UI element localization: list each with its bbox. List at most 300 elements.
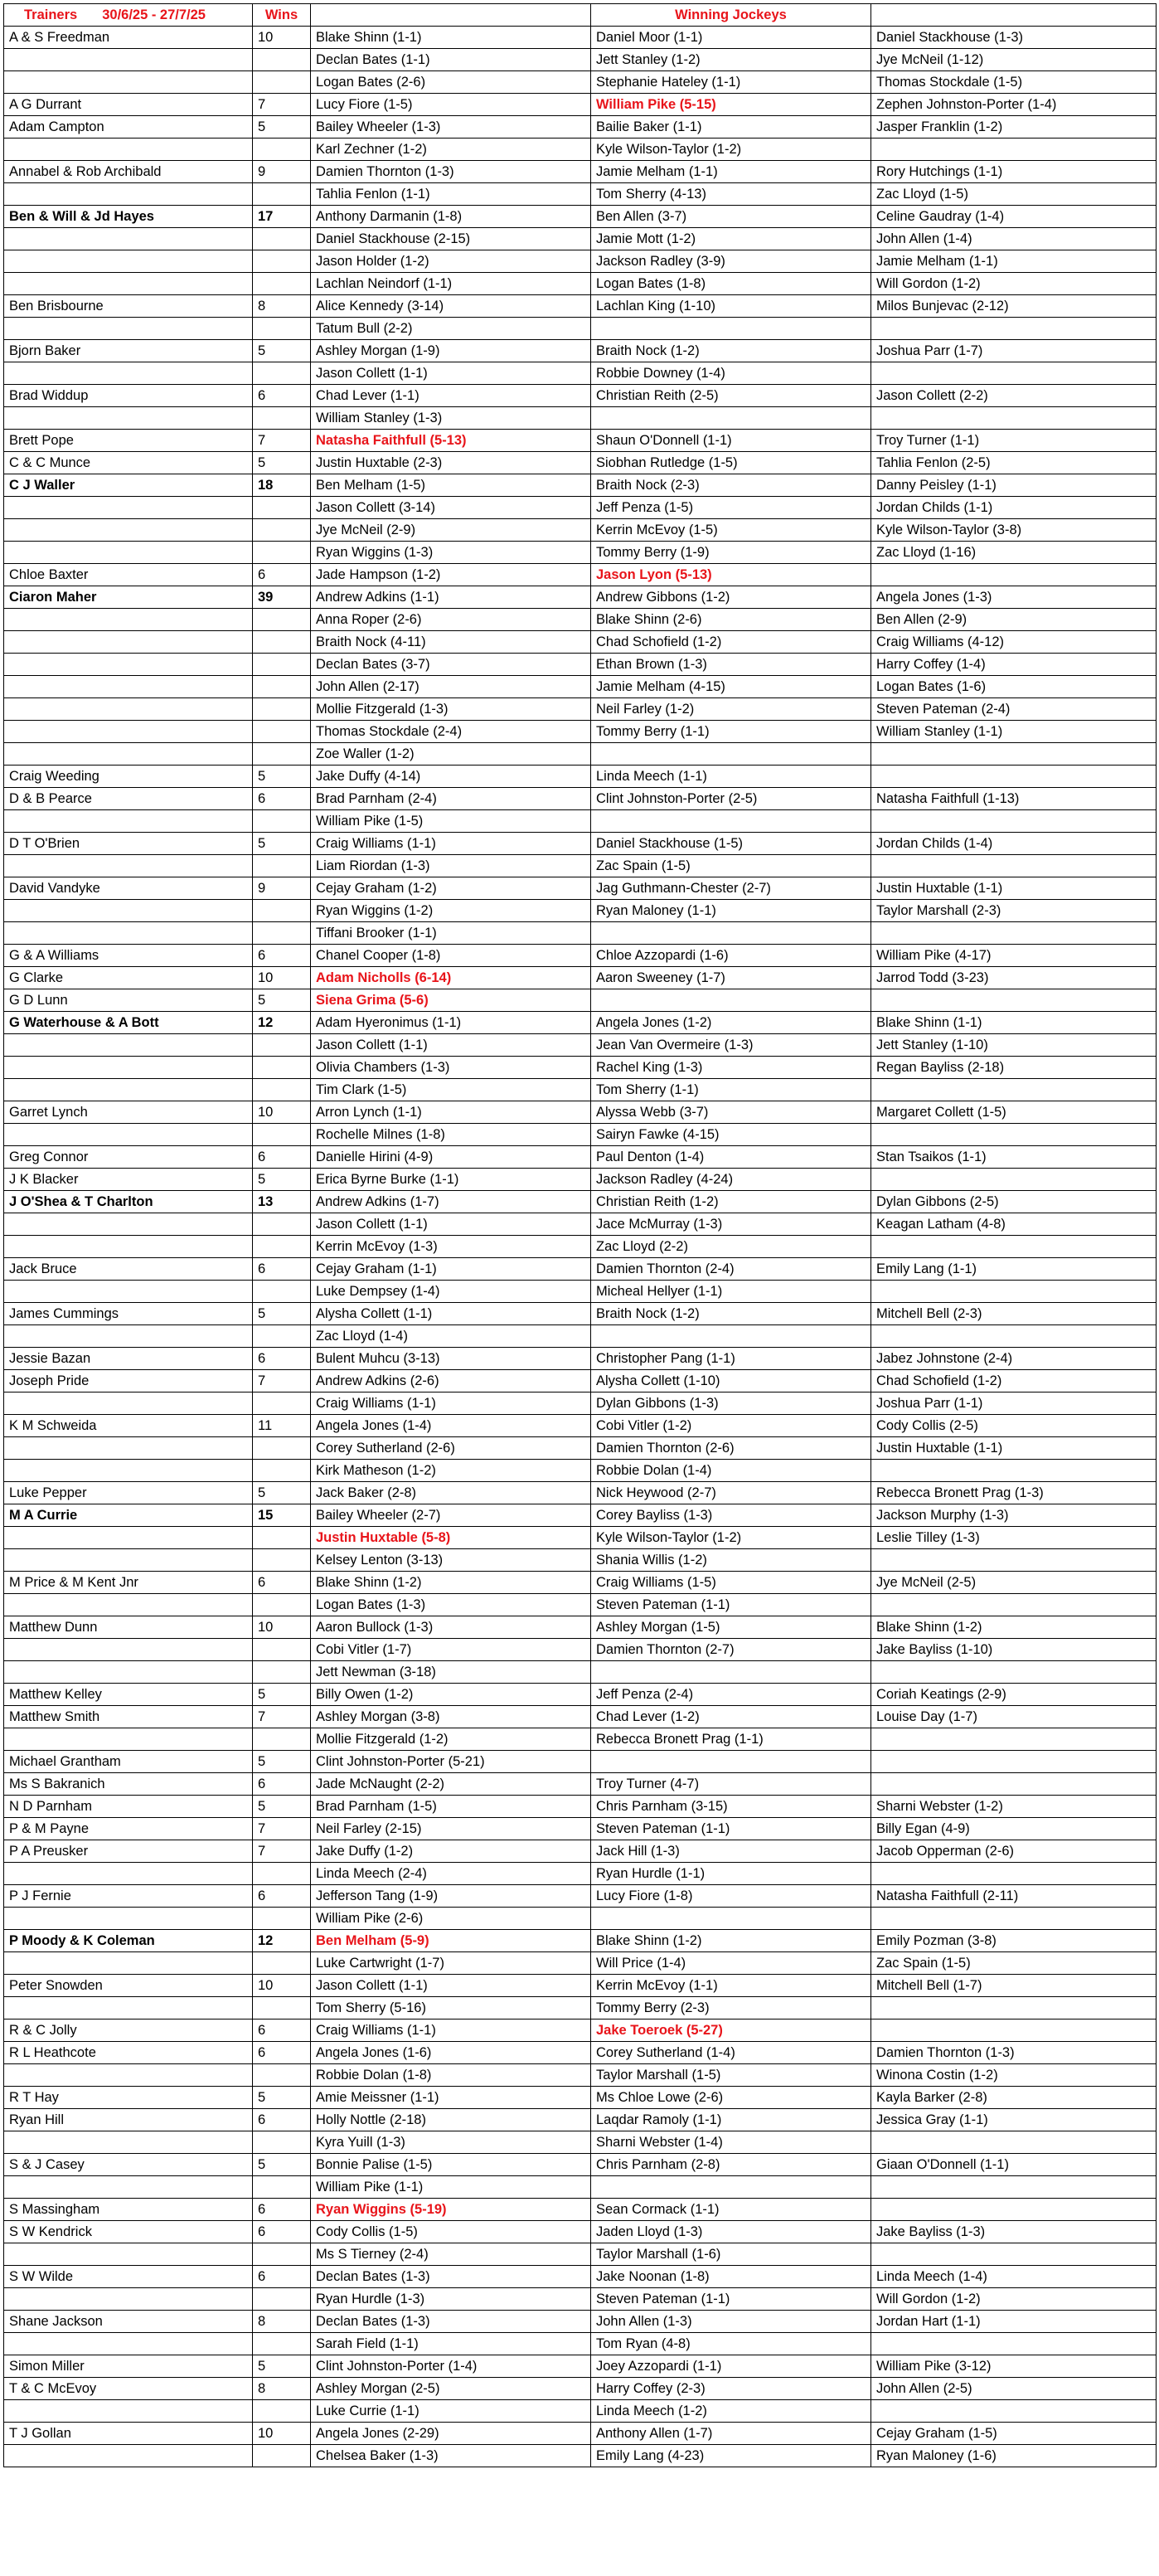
trainer-cell: P Moody & K Coleman bbox=[4, 1930, 253, 1952]
table-row bbox=[4, 1616, 1157, 1639]
jockey-cell-2: John Allen (1-3) bbox=[591, 2311, 871, 2333]
table-row bbox=[4, 2154, 1157, 2176]
jockey-cell-3: Kyle Wilson-Taylor (3-8) bbox=[871, 519, 1157, 542]
table-row bbox=[4, 1348, 1157, 1370]
jockey-cell-1: Angela Jones (1-4) bbox=[311, 1415, 591, 1437]
jockey-cell-2: Daniel Moor (1-1) bbox=[591, 27, 871, 49]
jockey-cell-3 bbox=[871, 2199, 1157, 2221]
trainer-cell: Simon Miller bbox=[4, 2355, 253, 2378]
jockey-cell-1: Kyra Yuill (1-3) bbox=[311, 2131, 591, 2154]
jockey-cell-2: Chad Lever (1-2) bbox=[591, 1706, 871, 1728]
jockey-cell-1: Zoe Waller (1-2) bbox=[311, 743, 591, 766]
jockey-cell-3: Rebecca Bronett Prag (1-3) bbox=[871, 1482, 1157, 1504]
wins-cell: 12 bbox=[253, 1012, 311, 1034]
jockey-cell-1: Cejay Graham (1-1) bbox=[311, 1258, 591, 1281]
table-row bbox=[4, 206, 1157, 228]
wins-cell: 5 bbox=[253, 1303, 311, 1325]
jockey-cell-1: Natasha Faithfull (5-13) bbox=[311, 430, 591, 452]
trainer-cell: G D Lunn bbox=[4, 989, 253, 1012]
trainer-cell bbox=[4, 1460, 253, 1482]
trainer-cell bbox=[4, 407, 253, 430]
wins-cell: 6 bbox=[253, 2042, 311, 2064]
jockey-cell-1: Liam Riordan (1-3) bbox=[311, 855, 591, 877]
trainer-cell: G Clarke bbox=[4, 967, 253, 989]
jockey-cell-2: Linda Meech (1-2) bbox=[591, 2400, 871, 2423]
jockey-cell-3: Winona Costin (1-2) bbox=[871, 2064, 1157, 2087]
wins-cell: 9 bbox=[253, 161, 311, 183]
jockey-cell-2 bbox=[591, 1751, 871, 1773]
jockey-cell-2: Jack Hill (1-3) bbox=[591, 1840, 871, 1863]
table-row bbox=[4, 833, 1157, 855]
table-row bbox=[4, 900, 1157, 922]
table-row bbox=[4, 2445, 1157, 2467]
jockey-cell-2: Robbie Downey (1-4) bbox=[591, 362, 871, 385]
jockey-cell-2 bbox=[591, 407, 871, 430]
trainer-cell: M A Currie bbox=[4, 1504, 253, 1527]
table-row bbox=[4, 1437, 1157, 1460]
wins-cell bbox=[253, 542, 311, 564]
jockey-cell-2: Craig Williams (1-5) bbox=[591, 1572, 871, 1594]
wins-cell bbox=[253, 2288, 311, 2311]
table-row bbox=[4, 1594, 1157, 1616]
jockey-cell-2: Steven Pateman (1-1) bbox=[591, 1818, 871, 1840]
jockeys-header-spacer bbox=[311, 4, 591, 27]
jockey-cell-3: Jye McNeil (2-5) bbox=[871, 1572, 1157, 1594]
jockey-cell-2: Ms Chloe Lowe (2-6) bbox=[591, 2087, 871, 2109]
wins-cell: 6 bbox=[253, 564, 311, 586]
table-row bbox=[4, 1169, 1157, 1191]
table-row bbox=[4, 2423, 1157, 2445]
trainer-cell: N D Parnham bbox=[4, 1796, 253, 1818]
trainer-cell bbox=[4, 1079, 253, 1101]
trainer-cell bbox=[4, 1594, 253, 1616]
wins-cell: 13 bbox=[253, 1191, 311, 1213]
trainer-cell: C J Waller bbox=[4, 474, 253, 497]
jockey-cell-3: Jake Bayliss (1-10) bbox=[871, 1639, 1157, 1661]
table-row bbox=[4, 1527, 1157, 1549]
trainer-cell bbox=[4, 1034, 253, 1057]
jockey-cell-3: Jason Collett (2-2) bbox=[871, 385, 1157, 407]
trainer-cell: Ms S Bakranich bbox=[4, 1773, 253, 1796]
trainer-cell bbox=[4, 1236, 253, 1258]
table-row bbox=[4, 1728, 1157, 1751]
jockey-cell-3: Zac Lloyd (1-16) bbox=[871, 542, 1157, 564]
jockey-cell-1: Cody Collis (1-5) bbox=[311, 2221, 591, 2243]
jockey-cell-3: Stan Tsaikos (1-1) bbox=[871, 1146, 1157, 1169]
jockey-cell-2: Laqdar Ramoly (1-1) bbox=[591, 2109, 871, 2131]
jockey-cell-3: Damien Thornton (1-3) bbox=[871, 2042, 1157, 2064]
wins-cell: 6 bbox=[253, 2199, 311, 2221]
jockey-cell-3: Ryan Maloney (1-6) bbox=[871, 2445, 1157, 2467]
trainer-cell bbox=[4, 1213, 253, 1236]
jockey-cell-1: Brad Parnham (1-5) bbox=[311, 1796, 591, 1818]
wins-header: Wins bbox=[253, 4, 311, 27]
jockey-cell-1: Tahlia Fenlon (1-1) bbox=[311, 183, 591, 206]
jockey-cell-2: Aaron Sweeney (1-7) bbox=[591, 967, 871, 989]
jockey-cell-2 bbox=[591, 2176, 871, 2199]
wins-cell: 6 bbox=[253, 2221, 311, 2243]
jockey-cell-3 bbox=[871, 1169, 1157, 1191]
table-row bbox=[4, 1325, 1157, 1348]
trainer-cell bbox=[4, 519, 253, 542]
jockey-cell-3 bbox=[871, 1997, 1157, 2019]
wins-cell bbox=[253, 2131, 311, 2154]
table-row bbox=[4, 1796, 1157, 1818]
jockey-cell-2 bbox=[591, 922, 871, 945]
jockey-cell-1: William Pike (1-5) bbox=[311, 810, 591, 833]
wins-cell bbox=[253, 609, 311, 631]
trainer-cell bbox=[4, 2445, 253, 2467]
wins-cell: 7 bbox=[253, 430, 311, 452]
trainer-cell bbox=[4, 542, 253, 564]
wins-cell: 11 bbox=[253, 1415, 311, 1437]
wins-cell: 5 bbox=[253, 766, 311, 788]
table-row bbox=[4, 1639, 1157, 1661]
jockey-cell-3: William Pike (4-17) bbox=[871, 945, 1157, 967]
table-row bbox=[4, 407, 1157, 430]
jockey-cell-1: Ashley Morgan (1-9) bbox=[311, 340, 591, 362]
jockey-cell-3: Emily Pozman (3-8) bbox=[871, 1930, 1157, 1952]
jockey-cell-1: Declan Bates (1-3) bbox=[311, 2311, 591, 2333]
jockey-cell-3: Taylor Marshall (2-3) bbox=[871, 900, 1157, 922]
wins-cell bbox=[253, 1661, 311, 1684]
wins-cell: 5 bbox=[253, 452, 311, 474]
jockey-cell-1: Kelsey Lenton (3-13) bbox=[311, 1549, 591, 1572]
table-row bbox=[4, 542, 1157, 564]
wins-cell: 5 bbox=[253, 1482, 311, 1504]
jockey-cell-2: Braith Nock (1-2) bbox=[591, 1303, 871, 1325]
wins-cell: 6 bbox=[253, 1348, 311, 1370]
wins-cell: 9 bbox=[253, 877, 311, 900]
table-row bbox=[4, 2400, 1157, 2423]
jockey-cell-1: Olivia Chambers (1-3) bbox=[311, 1057, 591, 1079]
jockey-cell-3: Kayla Barker (2-8) bbox=[871, 2087, 1157, 2109]
jockey-cell-1: Ryan Wiggins (1-3) bbox=[311, 542, 591, 564]
jockey-cell-2: Jamie Mott (1-2) bbox=[591, 228, 871, 250]
jockey-cell-3 bbox=[871, 855, 1157, 877]
jockey-cell-1: Ashley Morgan (2-5) bbox=[311, 2378, 591, 2400]
trainer-cell bbox=[4, 1281, 253, 1303]
table-row bbox=[4, 1415, 1157, 1437]
table-row bbox=[4, 2019, 1157, 2042]
jockey-cell-3: Tahlia Fenlon (2-5) bbox=[871, 452, 1157, 474]
jockey-cell-2: Jamie Melham (1-1) bbox=[591, 161, 871, 183]
trainer-cell: A G Durrant bbox=[4, 94, 253, 116]
trainer-cell bbox=[4, 2131, 253, 2154]
trainer-cell: R L Heathcote bbox=[4, 2042, 253, 2064]
jockey-cell-2: Christopher Pang (1-1) bbox=[591, 1348, 871, 1370]
table-row bbox=[4, 1975, 1157, 1997]
jockey-cell-3 bbox=[871, 1549, 1157, 1572]
wins-cell bbox=[253, 2243, 311, 2266]
wins-cell bbox=[253, 1863, 311, 1885]
jockey-cell-3 bbox=[871, 139, 1157, 161]
jockey-cell-2: Tommy Berry (1-1) bbox=[591, 721, 871, 743]
table-row bbox=[4, 228, 1157, 250]
jockey-cell-3 bbox=[871, 1728, 1157, 1751]
wins-cell: 6 bbox=[253, 945, 311, 967]
wins-cell: 12 bbox=[253, 1930, 311, 1952]
jockey-cell-2: Lucy Fiore (1-8) bbox=[591, 1885, 871, 1908]
wins-cell: 5 bbox=[253, 2087, 311, 2109]
trainer-cell: Ciaron Maher bbox=[4, 586, 253, 609]
trainer-cell bbox=[4, 497, 253, 519]
trainer-cell bbox=[4, 1908, 253, 1930]
jockey-cell-1: Jack Baker (2-8) bbox=[311, 1482, 591, 1504]
table-row bbox=[4, 967, 1157, 989]
jockey-cell-2: Andrew Gibbons (1-2) bbox=[591, 586, 871, 609]
table-row bbox=[4, 743, 1157, 766]
trainer-cell bbox=[4, 810, 253, 833]
jockey-cell-2: Tom Sherry (4-13) bbox=[591, 183, 871, 206]
table-row bbox=[4, 609, 1157, 631]
jockey-cell-1: Luke Currie (1-1) bbox=[311, 2400, 591, 2423]
jockey-cell-2: Jag Guthmann-Chester (2-7) bbox=[591, 877, 871, 900]
jockey-cell-1: Chad Lever (1-1) bbox=[311, 385, 591, 407]
wins-cell bbox=[253, 139, 311, 161]
jockey-cell-3: Joshua Parr (1-7) bbox=[871, 340, 1157, 362]
jockey-cell-1: Adam Nicholls (6-14) bbox=[311, 967, 591, 989]
jockey-cell-1: John Allen (2-17) bbox=[311, 676, 591, 698]
wins-cell bbox=[253, 273, 311, 295]
jockey-cell-1: Andrew Adkins (2-6) bbox=[311, 1370, 591, 1392]
jockey-cell-3: Linda Meech (1-4) bbox=[871, 2266, 1157, 2288]
jockey-cell-3: Jackson Murphy (1-3) bbox=[871, 1504, 1157, 1527]
table-row bbox=[4, 1079, 1157, 1101]
jockey-cell-1: Linda Meech (2-4) bbox=[311, 1863, 591, 1885]
wins-cell bbox=[253, 2064, 311, 2087]
jockey-cell-1: Chanel Cooper (1-8) bbox=[311, 945, 591, 967]
jockey-cell-1: Kerrin McEvoy (1-3) bbox=[311, 1236, 591, 1258]
trainer-cell: P A Preusker bbox=[4, 1840, 253, 1863]
table-row bbox=[4, 183, 1157, 206]
trainer-cell bbox=[4, 698, 253, 721]
jockey-cell-3: Daniel Stackhouse (1-3) bbox=[871, 27, 1157, 49]
jockey-cell-2: Kerrin McEvoy (1-5) bbox=[591, 519, 871, 542]
jockey-cell-3 bbox=[871, 1236, 1157, 1258]
jockey-cell-3: Jordan Childs (1-4) bbox=[871, 833, 1157, 855]
jockey-cell-3 bbox=[871, 1661, 1157, 1684]
wins-cell bbox=[253, 1236, 311, 1258]
jockey-cell-3: John Allen (1-4) bbox=[871, 228, 1157, 250]
trainer-cell bbox=[4, 743, 253, 766]
jockey-cell-2: Ben Allen (3-7) bbox=[591, 206, 871, 228]
jockey-cell-2: Jean Van Overmeire (1-3) bbox=[591, 1034, 871, 1057]
jockey-cell-1: Neil Farley (2-15) bbox=[311, 1818, 591, 1840]
jockey-cell-3: Giaan O'Donnell (1-1) bbox=[871, 2154, 1157, 2176]
jockey-cell-3: Will Gordon (1-2) bbox=[871, 2288, 1157, 2311]
wins-cell: 6 bbox=[253, 1885, 311, 1908]
jockey-cell-2: Jackson Radley (3-9) bbox=[591, 250, 871, 273]
jockey-cell-2: Will Price (1-4) bbox=[591, 1952, 871, 1975]
table-row bbox=[4, 318, 1157, 340]
wins-cell bbox=[253, 1079, 311, 1101]
wins-cell: 6 bbox=[253, 2266, 311, 2288]
wins-cell: 6 bbox=[253, 788, 311, 810]
jockey-cell-3: Chad Schofield (1-2) bbox=[871, 1370, 1157, 1392]
table-row bbox=[4, 1684, 1157, 1706]
jockey-cell-2: Micheal Hellyer (1-1) bbox=[591, 1281, 871, 1303]
table-row bbox=[4, 1303, 1157, 1325]
jockey-cell-2: Jamie Melham (4-15) bbox=[591, 676, 871, 698]
jockey-cell-3: Jordan Hart (1-1) bbox=[871, 2311, 1157, 2333]
jockey-cell-3 bbox=[871, 407, 1157, 430]
jockey-cell-3 bbox=[871, 1908, 1157, 1930]
jockey-cell-2: Tommy Berry (1-9) bbox=[591, 542, 871, 564]
table-row bbox=[4, 877, 1157, 900]
jockey-cell-3: Zac Spain (1-5) bbox=[871, 1952, 1157, 1975]
trainer-cell bbox=[4, 1527, 253, 1549]
jockey-cell-3 bbox=[871, 2019, 1157, 2042]
trainer-cell: M Price & M Kent Jnr bbox=[4, 1572, 253, 1594]
jockey-cell-1: Tiffani Brooker (1-1) bbox=[311, 922, 591, 945]
table-row bbox=[4, 766, 1157, 788]
trainer-cell bbox=[4, 1437, 253, 1460]
trainer-cell: David Vandyke bbox=[4, 877, 253, 900]
trainer-cell bbox=[4, 250, 253, 273]
jockey-cell-2: Joey Azzopardi (1-1) bbox=[591, 2355, 871, 2378]
table-row bbox=[4, 1818, 1157, 1840]
jockey-cell-3: Jabez Johnstone (2-4) bbox=[871, 1348, 1157, 1370]
table-row bbox=[4, 810, 1157, 833]
table-row bbox=[4, 27, 1157, 49]
jockey-cell-1: Angela Jones (2-29) bbox=[311, 2423, 591, 2445]
jockey-cell-2 bbox=[591, 1908, 871, 1930]
wins-cell: 5 bbox=[253, 833, 311, 855]
table-row bbox=[4, 855, 1157, 877]
jockey-cell-3: Mitchell Bell (1-7) bbox=[871, 1975, 1157, 1997]
trainer-cell: T J Gollan bbox=[4, 2423, 253, 2445]
jockey-cell-3: Logan Bates (1-6) bbox=[871, 676, 1157, 698]
jockey-cell-2: Jace McMurray (1-3) bbox=[591, 1213, 871, 1236]
wins-cell bbox=[253, 49, 311, 71]
trainer-cell: G & A Williams bbox=[4, 945, 253, 967]
trainer-cell bbox=[4, 273, 253, 295]
table-row bbox=[4, 1952, 1157, 1975]
table-row bbox=[4, 2064, 1157, 2087]
jockeys-header-spacer-2 bbox=[871, 4, 1157, 27]
wins-cell: 7 bbox=[253, 1840, 311, 1863]
jockey-cell-1: Anthony Darmanin (1-8) bbox=[311, 206, 591, 228]
jockey-cell-2 bbox=[591, 318, 871, 340]
wins-cell bbox=[253, 810, 311, 833]
table-row bbox=[4, 1146, 1157, 1169]
trainer-cell: Ben Brisbourne bbox=[4, 295, 253, 318]
jockey-cell-3: William Stanley (1-1) bbox=[871, 721, 1157, 743]
wins-cell: 7 bbox=[253, 1370, 311, 1392]
table-row bbox=[4, 1751, 1157, 1773]
wins-cell: 5 bbox=[253, 116, 311, 139]
jockey-cell-2: Alyssa Webb (3-7) bbox=[591, 1101, 871, 1124]
jockey-cell-3 bbox=[871, 1751, 1157, 1773]
table-row bbox=[4, 139, 1157, 161]
jockey-cell-1: Karl Zechner (1-2) bbox=[311, 139, 591, 161]
jockey-cell-1: Billy Owen (1-2) bbox=[311, 1684, 591, 1706]
trainer-cell: Peter Snowden bbox=[4, 1975, 253, 1997]
jockey-cell-1: Ryan Wiggins (1-2) bbox=[311, 900, 591, 922]
table-row bbox=[4, 2109, 1157, 2131]
table-row bbox=[4, 2221, 1157, 2243]
wins-cell bbox=[253, 519, 311, 542]
table-row bbox=[4, 2199, 1157, 2221]
table-row bbox=[4, 2131, 1157, 2154]
table-row bbox=[4, 922, 1157, 945]
trainer-cell: Garret Lynch bbox=[4, 1101, 253, 1124]
jockey-cell-1: Danielle Hirini (4-9) bbox=[311, 1146, 591, 1169]
jockey-cell-1: Andrew Adkins (1-7) bbox=[311, 1191, 591, 1213]
jockey-cell-2: Kyle Wilson-Taylor (1-2) bbox=[591, 1527, 871, 1549]
jockey-cell-3: Jye McNeil (1-12) bbox=[871, 49, 1157, 71]
jockey-cell-1: Cobi Vitler (1-7) bbox=[311, 1639, 591, 1661]
jockey-cell-1: Alysha Collett (1-1) bbox=[311, 1303, 591, 1325]
trainer-cell bbox=[4, 609, 253, 631]
table-row bbox=[4, 2266, 1157, 2288]
wins-cell: 5 bbox=[253, 989, 311, 1012]
wins-cell: 6 bbox=[253, 1146, 311, 1169]
jockey-cell-2: Blake Shinn (1-2) bbox=[591, 1930, 871, 1952]
wins-cell bbox=[253, 71, 311, 94]
table-row bbox=[4, 1863, 1157, 1885]
wins-cell bbox=[253, 1057, 311, 1079]
trainer-cell bbox=[4, 2288, 253, 2311]
wins-cell bbox=[253, 1325, 311, 1348]
jockey-cell-1: Ashley Morgan (3-8) bbox=[311, 1706, 591, 1728]
jockey-cell-3: Jessica Gray (1-1) bbox=[871, 2109, 1157, 2131]
jockey-cell-1: Logan Bates (2-6) bbox=[311, 71, 591, 94]
jockey-cell-1: Cejay Graham (1-2) bbox=[311, 877, 591, 900]
table-row bbox=[4, 586, 1157, 609]
jockey-cell-1: Declan Bates (3-7) bbox=[311, 654, 591, 676]
table-row bbox=[4, 2355, 1157, 2378]
trainer-cell bbox=[4, 1661, 253, 1684]
trainer-cell bbox=[4, 1997, 253, 2019]
jockey-cell-1: Arron Lynch (1-1) bbox=[311, 1101, 591, 1124]
jockey-cell-3: Natasha Faithfull (2-11) bbox=[871, 1885, 1157, 1908]
wins-cell: 6 bbox=[253, 2109, 311, 2131]
wins-cell bbox=[253, 1527, 311, 1549]
jockey-cell-3: Thomas Stockdale (1-5) bbox=[871, 71, 1157, 94]
jockey-cell-2: Sharni Webster (1-4) bbox=[591, 2131, 871, 2154]
table-row bbox=[4, 430, 1157, 452]
jockey-cell-3: Jake Bayliss (1-3) bbox=[871, 2221, 1157, 2243]
jockey-cell-2: Siobhan Rutledge (1-5) bbox=[591, 452, 871, 474]
wins-cell bbox=[253, 1124, 311, 1146]
wins-cell bbox=[253, 676, 311, 698]
trainer-cell: Craig Weeding bbox=[4, 766, 253, 788]
jockey-cell-2: Anthony Allen (1-7) bbox=[591, 2423, 871, 2445]
trainer-cell bbox=[4, 2400, 253, 2423]
jockey-cell-3: Harry Coffey (1-4) bbox=[871, 654, 1157, 676]
jockey-cell-3: Craig Williams (4-12) bbox=[871, 631, 1157, 654]
jockey-cell-1: Erica Byrne Burke (1-1) bbox=[311, 1169, 591, 1191]
jockey-cell-2: Rachel King (1-3) bbox=[591, 1057, 871, 1079]
wins-cell: 8 bbox=[253, 2378, 311, 2400]
trainer-cell bbox=[4, 71, 253, 94]
jockey-cell-2 bbox=[591, 743, 871, 766]
jockey-cell-1: Mollie Fitzgerald (1-3) bbox=[311, 698, 591, 721]
jockey-cell-1: Andrew Adkins (1-1) bbox=[311, 586, 591, 609]
table-row bbox=[4, 1661, 1157, 1684]
wins-cell bbox=[253, 497, 311, 519]
trainer-cell bbox=[4, 2176, 253, 2199]
jockey-cell-3: Jordan Childs (1-1) bbox=[871, 497, 1157, 519]
wins-cell bbox=[253, 362, 311, 385]
jockey-cell-1: Siena Grima (5-6) bbox=[311, 989, 591, 1012]
table-row bbox=[4, 1773, 1157, 1796]
wins-cell: 6 bbox=[253, 1258, 311, 1281]
wins-cell: 7 bbox=[253, 94, 311, 116]
jockey-cell-1: Robbie Dolan (1-8) bbox=[311, 2064, 591, 2087]
